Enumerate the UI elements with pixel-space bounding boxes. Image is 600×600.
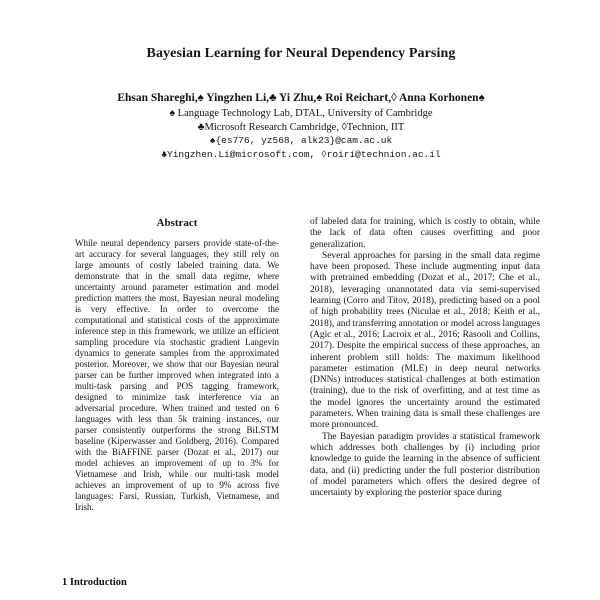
- right-column: [310, 217, 540, 590]
- paper-title: Bayesian Learning for Neural Dependency Parsing: [146, 46, 456, 61]
- body-paragraph-approaches: Several approaches for parsing in the small data regime have been proposed. These include augmenting input data with pretrained embedding (Dozat et al., 2017; Che et al., 2018), leveraging unannotated data via semi-supervised learning (Corro and Titov, 2018), predicting based on a pool of high probability trees (Niculae et al., 2018; Keith et al., 2018), and transferring annotation or model across languages (Agic et al., 2016; Lacroix et al., 2016; Rasooli and Collins, 2017). Despite the empirical success of these approaches, an inherent problem still holds: The maximum likelihood parameter estimation (MLE) in deep neural networks (DNNs) introduces statistical challenges at both estimation (training), due to the risk of overfitting, and at test time as the model ignores the uncertainty around the estimated parameters. When training data is small these challenges are more pronounced.: [310, 250, 540, 431]
- section-heading-introduction: 1 Introduction: [62, 577, 127, 588]
- email-line-1: ♠{es776, yz568, alk23}@cam.ac.uk: [209, 135, 393, 146]
- abstract-heading: Abstract: [156, 217, 198, 229]
- affiliation-line-1: ♠ Language Technology Lab, DTAL, University of Cambridge: [169, 108, 433, 119]
- two-column-body: [62, 217, 540, 590]
- abstract-text: While neural dependency parsers provide state-of-the-art accuracy for several languages, they still rely on large amounts of costly labeled training data. We demonstrate that in the small data regime, where uncertainty around parameter estimation and model prediction matters the most, Bayesian neural modeling is very effective. In order to overcome the computational and statistical costs of the approximate inference step in this framework, we utilize an efficient sampling procedure via stochastic gradient Langevin dynamics to generate samples from the approximated posterior. Moreover, we show that our Bayesian neural parser can be further improved when integrated into a multi-task parsing and POS tagging framework, designed to minimize task interference via an adversarial procedure. When trained and tested on 6 languages with less than 5k training instances, our parser consistently outperforms the strong BiLSTM baseline (Kiperwasser and Goldberg, 2016). Compared with the BiAFFINE parser (Dozat et al., 2017) our model achieves an improvement of up to 3% for Vietnamese and Irish, while our multi-task model achieves an improvement of up to 9% across five languages: Farsi, Russian, Turkish, Vietnamese, and Irish.: [75, 238, 279, 512]
- author-list: Ehsan Shareghi,♠ Yingzhen Li,♣ Yi Zhu,♠ Roi Reichart,◊ Anna Korhonen♠: [117, 92, 485, 104]
- email-line-2: ♣Yingzhen.Li@microsoft.com, ◊roiri@technion.ac.il: [161, 148, 441, 160]
- affiliation-line-2: ♣Microsoft Research Cambridge, ◊Technion, IIT: [197, 121, 405, 133]
- body-paragraph-continuation: of labeled data for training, which is costly to obtain, while the lack of data often causes overfitting and poor generalization.: [310, 217, 540, 250]
- left-column: [62, 217, 292, 590]
- body-paragraph-bayesian-paradigm: The Bayesian paradigm provides a statistical framework which addresses both challenges by (i) including prior knowledge to guide the learning in the absence of sufficient data, and (ii) predicting under the full posterior distribution of model parameters which offers the desired degree of uncertainty by exploring the posterior space during: [310, 431, 540, 499]
